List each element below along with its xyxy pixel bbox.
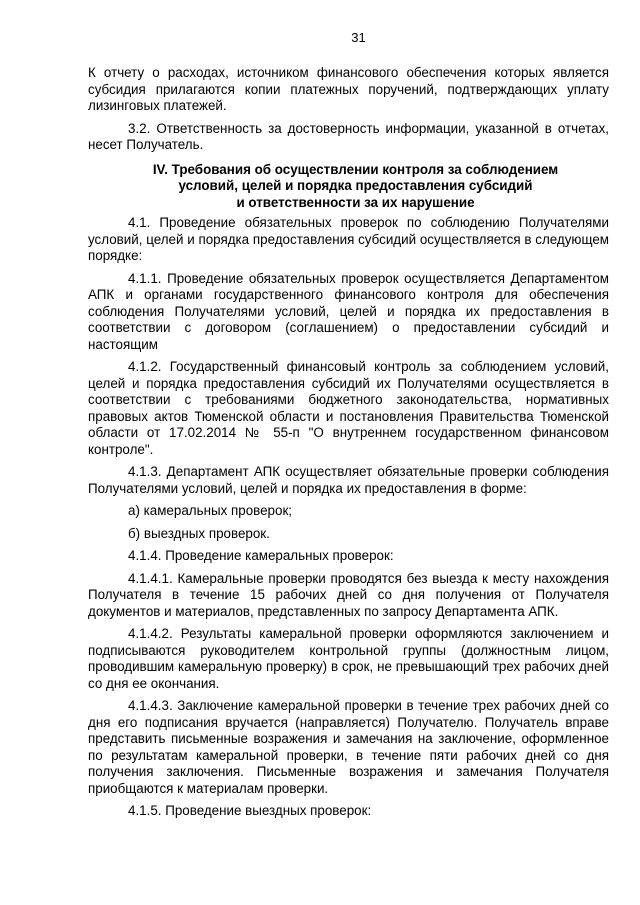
paragraph-4-1-4-1: 4.1.4.1. Камеральные проверки проводятся без выезда к месту нахождения Получателя в течение 15 рабочих дней со дня получения от Получателя документов и материалов, представленных по запросу Департамента АПК.	[88, 570, 609, 619]
paragraph-4-1-3: 4.1.3. Департамент АПК осуществляет обязательные проверки соблюдения Получателями условий, целей и порядка их предоставления в форме:	[88, 464, 609, 496]
paragraph-4-1: 4.1. Проведение обязательных проверок по соблюдению Получателями условий, целей и порядка предоставления субсидий осуществляется в следующем порядке:	[88, 215, 609, 263]
page-number: 31	[351, 30, 366, 45]
list-item-b: б) выездных проверок.	[128, 525, 270, 541]
section-heading-line-2: условий, целей и порядка предоставления субсидий	[178, 178, 533, 193]
paragraph-4-1-2: 4.1.2. Государственный финансовый контроль за соблюдением условий, целей и порядка предоставления субсидий их Получателями осуществляется в соответствии с требованиями бюджетного законодательства, нормативных правовых актов Тюменской области и постановления Правительства Тюменской области от 17.02.2014 № 55-п "О внутреннем государственном финансовом контроле".	[88, 359, 609, 457]
paragraph-4-1-4-3: 4.1.4.3. Заключение камеральной проверки в течение трех рабочих дней со дня его подписания вручается (направляется) Получателю. Получатель вправе представить письменные возражения и замечания на заключение, оформленное по результатам камеральной проверки, в течение пяти рабочих дней со дня получения заключения. Письменные возражения и замечания Получателя приобщаются к материалам проверки.	[88, 698, 609, 796]
section-heading-line-3: и ответственности за их нарушение	[236, 194, 475, 210]
paragraph-4-1-4-2: 4.1.4.2. Результаты камеральной проверки оформляются заключением и подписываются руководителем контрольной группы (должностным лицом, проводившим камеральную проверку) в срок, не превышающий трех рабочих дней со дня ее окончания.	[88, 626, 609, 691]
paragraph-4-1-5: 4.1.5. Проведение выездных проверок:	[128, 803, 372, 818]
section-heading-line-1: IV. Требования об осуществлении контроля за соблюдением	[152, 161, 559, 177]
paragraph-leasing-attachments: К отчету о расходах, источником финансового обеспечения которых является субсидия прилагаются копии платежных поручений, подтверждающих уплату лизинговых платежей.	[88, 65, 609, 113]
paragraph-4-1-4: 4.1.4. Проведение камеральных проверок:	[128, 548, 394, 563]
paragraph-3-2: 3.2. Ответственность за достоверность информации, указанной в отчетах, несет Получатель.	[88, 120, 609, 152]
section-heading	[88, 162, 609, 212]
list-item-a: а) камеральных проверок;	[128, 503, 293, 518]
paragraph-4-1-1: 4.1.1. Проведение обязательных проверок осуществляется Департаментом АПК и органами государственного финансового контроля для обеспечения соблюдения Получателями условий, целей и порядка их предоставления в соответствии с договором (соглашением) о предоставлении субсидий и настоящим	[88, 270, 609, 352]
